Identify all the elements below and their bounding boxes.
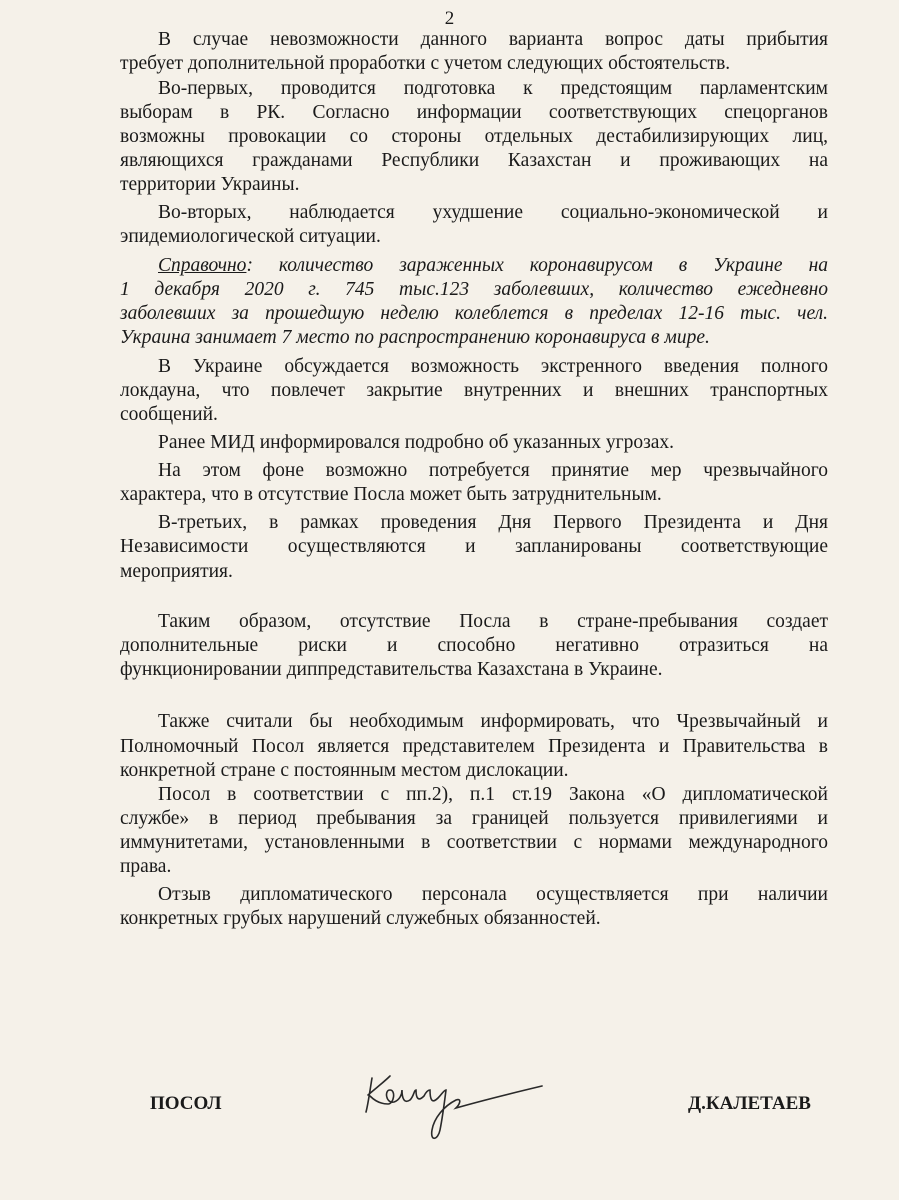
signatory-title: ПОСОЛ <box>150 1093 222 1114</box>
handwritten-signature <box>360 1060 600 1150</box>
text-line: территории Украины. <box>120 174 300 195</box>
text-line: Посол в соответствии с пп.2), п.1 ст.19 Закона «О дипломатической <box>158 784 828 805</box>
text-line: являющихся гражданами Республики Казахстан и проживающих на <box>120 150 828 171</box>
text-line: иммунитетами, установленными в соответствии с нормами международного <box>120 832 828 853</box>
text-line: 1 декабря 2020 г. 745 тыс.123 заболевших, количество ежедневно <box>120 279 828 300</box>
text-line: мероприятия. <box>120 561 233 582</box>
text-line: характера, что в отсутствие Посла может быть затруднительным. <box>120 484 662 505</box>
text-line: выборам в РК. Согласно информации соответствующих спецорганов <box>120 102 828 123</box>
text-line: На этом фоне возможно потребуется принятие мер чрезвычайного <box>158 460 828 481</box>
text-line: эпидемиологической ситуации. <box>120 226 381 247</box>
text-line: функционировании диппредставительства Казахстана в Украине. <box>120 659 663 680</box>
text-line: Отзыв дипломатического персонала осуществляется при наличии <box>158 884 828 905</box>
text-line: права. <box>120 856 172 877</box>
text-line: Таким образом, отсутствие Посла в стране-пребывания создает <box>158 611 828 632</box>
line-text: : количество зараженных коронавирусом в Украине на <box>246 255 828 276</box>
text-line: Во-первых, проводится подготовка к предстоящим парламентским <box>158 78 828 99</box>
text-line: требует дополнительной проработки с учетом следующих обстоятельств. <box>120 53 731 74</box>
text-line: В Украине обсуждается возможность экстренного введения полного <box>158 356 828 377</box>
signatory-name: Д.КАЛЕТАЕВ <box>688 1093 811 1114</box>
text-line: В случае невозможности данного варианта вопрос даты прибытия <box>158 29 828 50</box>
text-line: заболевших за прошедшую неделю колеблется в пределах 12-16 тыс. чел. <box>120 303 828 324</box>
reference-label: Справочно <box>158 255 247 276</box>
text-line: конкретных грубых нарушений служебных обязанностей. <box>120 908 601 929</box>
text-line: В-третьих, в рамках проведения Дня Первого Президента и Дня <box>158 512 828 533</box>
text-line: дополнительные риски и способно негативно отразиться на <box>120 635 828 656</box>
text-line: Во-вторых, наблюдается ухудшение социально-экономической и <box>158 202 828 223</box>
text-line: Полномочный Посол является представителем Президента и Правительства в <box>120 736 828 757</box>
text-line: Независимости осуществляются и запланированы соответствующие <box>120 536 828 557</box>
text-line: службе» в период пребывания за границей пользуется привилегиями и <box>120 808 828 829</box>
text-line: возможны провокации со стороны отдельных дестабилизирующих лиц, <box>120 126 828 147</box>
text-line: Также считали бы необходимым информировать, что Чрезвычайный и <box>158 711 828 732</box>
text-line: конкретной стране с постоянным местом дислокации. <box>120 760 569 781</box>
text-line <box>158 254 828 278</box>
text-line: Ранее МИД информировался подробно об указанных угрозах. <box>158 432 675 453</box>
text-line: Украина занимает 7 место по распространению коронавируса в мире. <box>120 327 710 348</box>
page-number: 2 <box>444 8 455 29</box>
text-line: локдауна, что повлечет закрытие внутренних и внешних транспортных <box>120 380 828 401</box>
text-line: сообщений. <box>120 404 218 425</box>
